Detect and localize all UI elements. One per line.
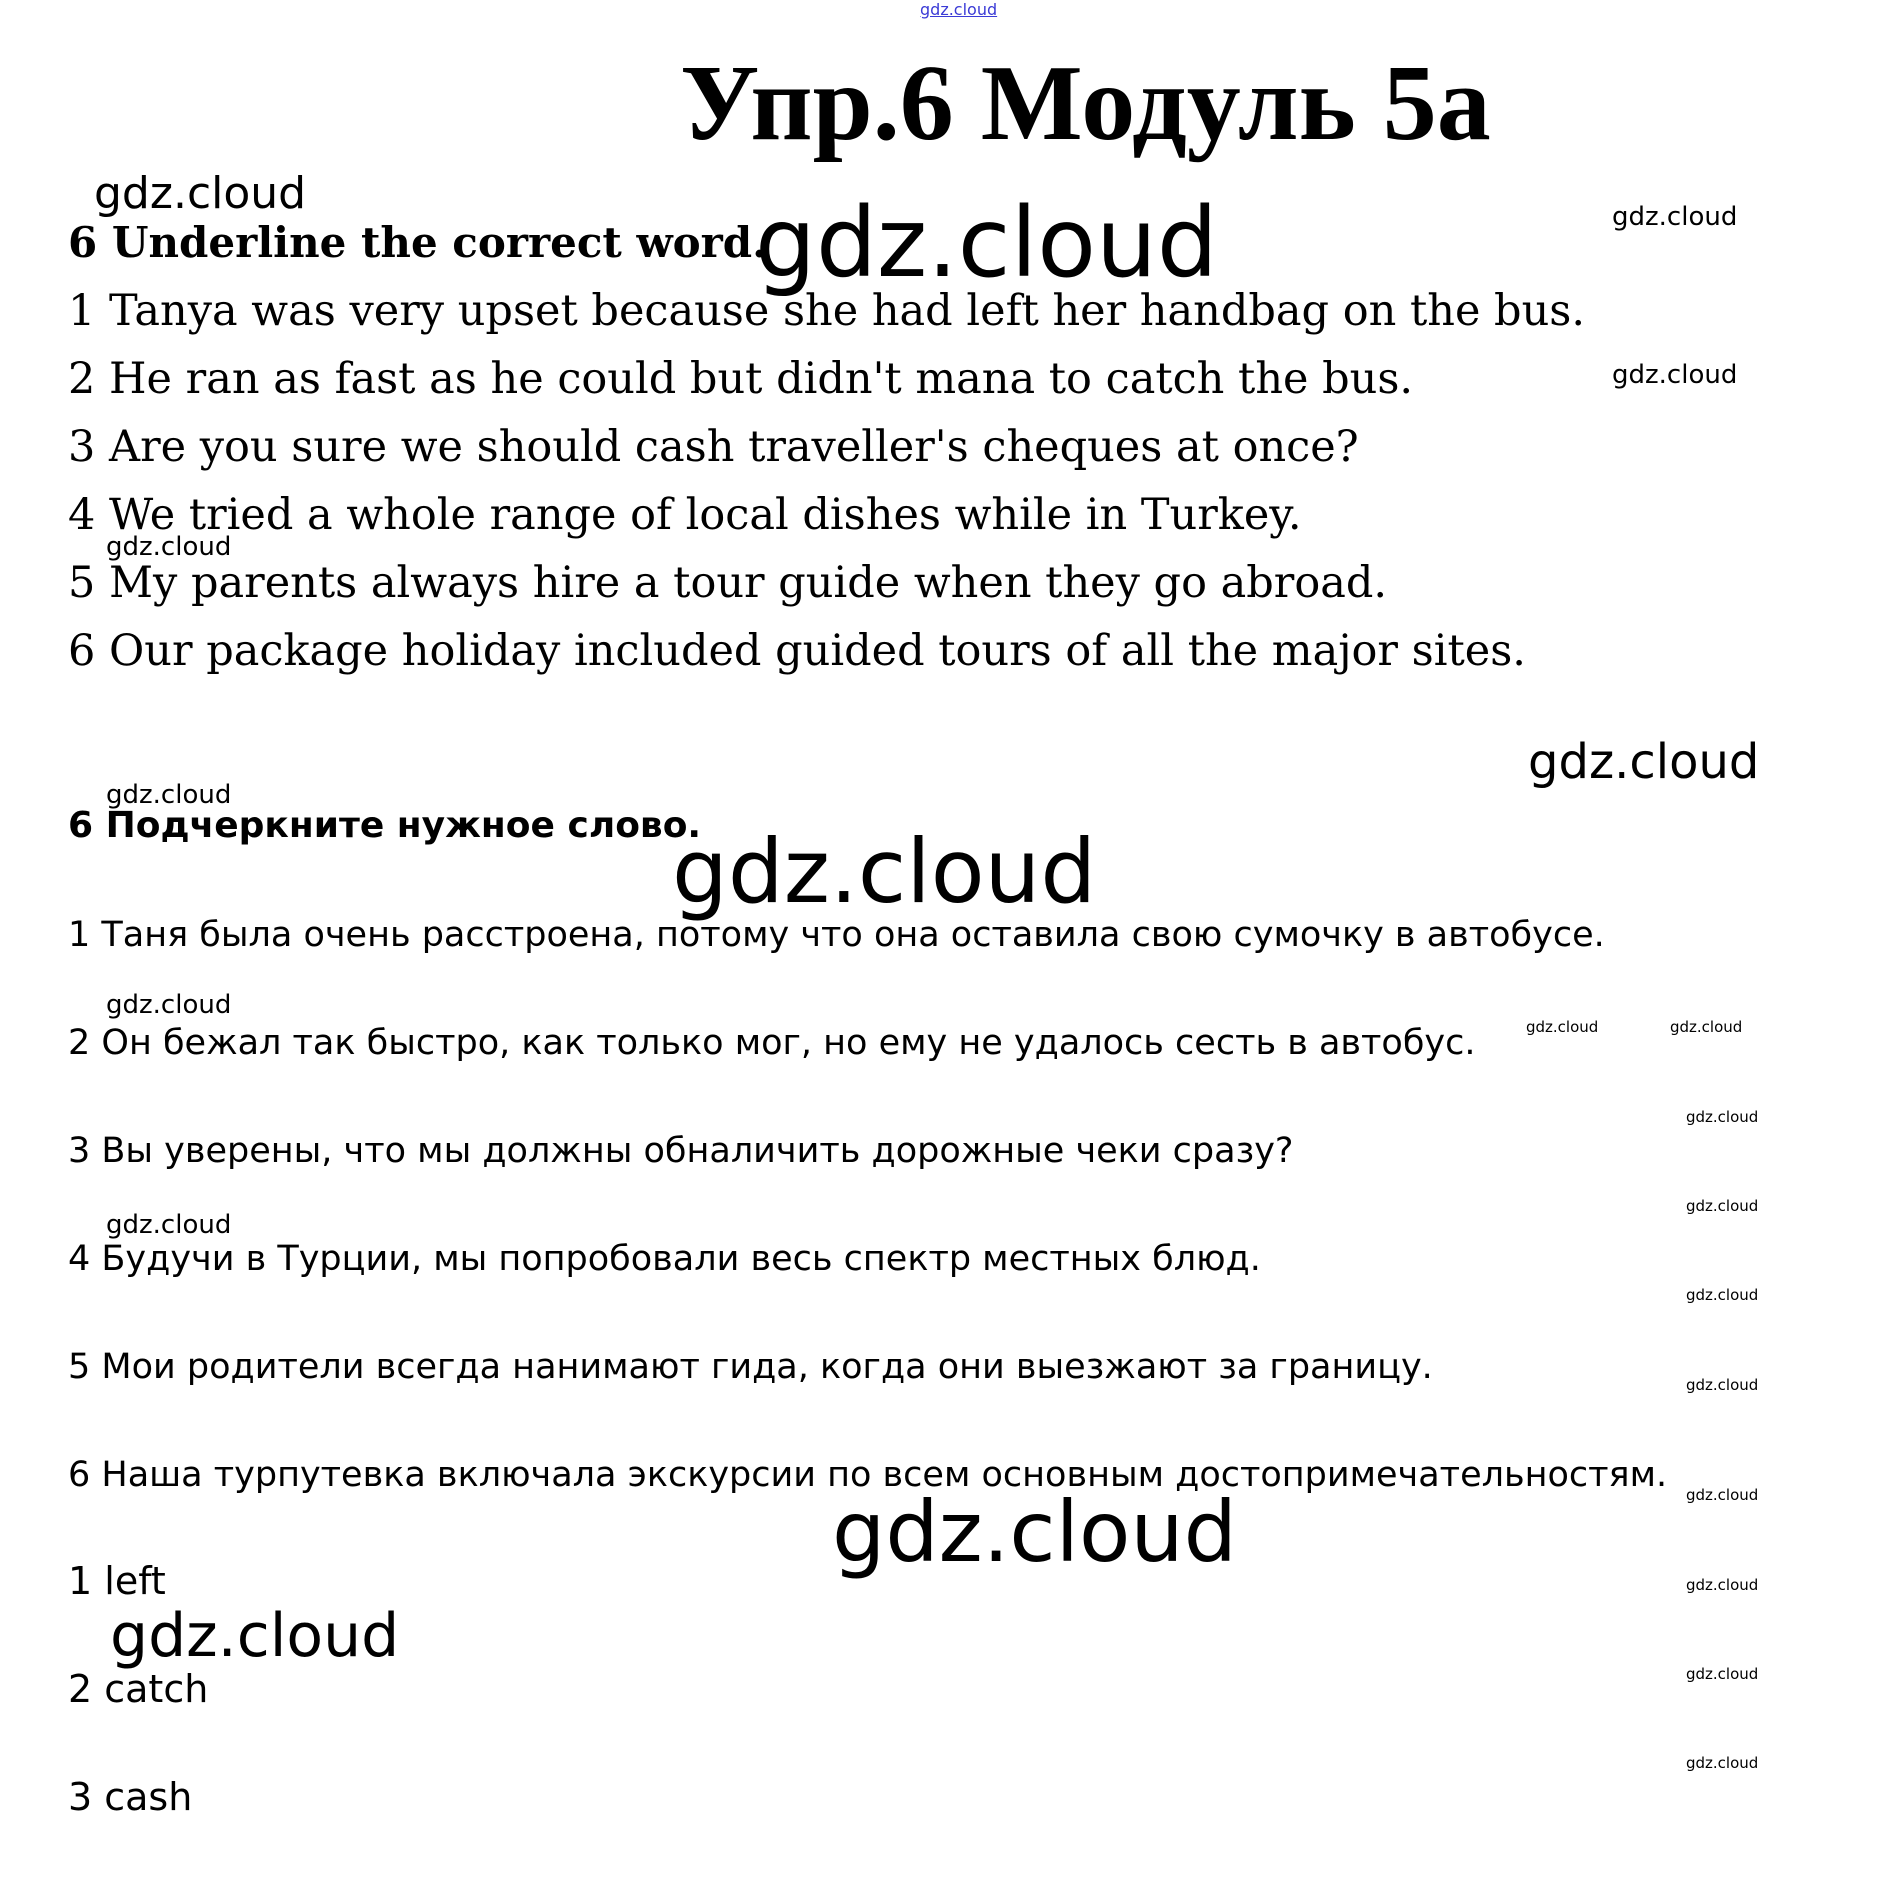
answer-1: 1 left [68,1559,166,1603]
watermark: gdz.cloud [1670,1018,1743,1036]
english-item-5: 5 My parents always hire a tour guide when they go abroad. [68,558,1388,608]
russian-item-2: 2 Он бежал так быстро, как только мог, но ему не удалось сесть в автобус. [68,1023,1476,1063]
watermark: gdz.cloud [106,990,232,1020]
watermark: gdz.cloud [1686,1197,1759,1215]
english-item-4: 4 We tried a whole range of local dishes while in Turkey. [68,490,1302,540]
watermark: gdz.cloud [1612,202,1738,232]
watermark-large: gdz.cloud [755,187,1218,299]
watermark: gdz.cloud [1686,1754,1759,1772]
watermark: gdz.cloud [1686,1376,1759,1394]
english-heading: 6 Underline the correct word. [68,218,767,267]
russian-item-3: 3 Вы уверены, что мы должны обналичить дорожные чеки сразу? [68,1131,1294,1171]
watermark: gdz.cloud [1686,1286,1759,1304]
russian-item-1: 1 Таня была очень расстроена, потому что она оставила свою сумочку в автобусе. [68,915,1605,955]
watermark: gdz.cloud [94,168,307,219]
russian-item-5: 5 Мои родители всегда нанимают гида, когда они выезжают за границу. [68,1347,1433,1387]
watermark-top: gdz.cloud [920,0,998,19]
watermark: gdz.cloud [1612,360,1738,390]
watermark-large: gdz.cloud [110,1601,400,1671]
russian-heading: 6 Подчеркните нужное слово. [68,805,702,846]
answer-2: 2 catch [68,1667,209,1711]
watermark: gdz.cloud [106,1210,232,1240]
english-item-2: 2 He ran as fast as he could but didn't mana to catch the bus. [68,354,1414,404]
english-item-3: 3 Are you sure we should cash traveller's cheques at once? [68,422,1359,472]
watermark: gdz.cloud [1686,1576,1759,1594]
english-item-1: 1 Tanya was very upset because she had left her handbag on the bus. [68,286,1586,336]
russian-item-4: 4 Будучи в Турции, мы попробовали весь спектр местных блюд. [68,1239,1261,1279]
watermark: gdz.cloud [1686,1108,1759,1126]
page-title: Упр.6 Модуль 5а [680,44,1491,163]
watermark: gdz.cloud [1526,1018,1599,1036]
watermark: gdz.cloud [106,780,232,810]
watermark: gdz.cloud [1686,1486,1759,1504]
watermark-large: gdz.cloud [672,820,1097,923]
english-item-6: 6 Our package holiday included guided tours of all the major sites. [68,626,1526,676]
watermark: gdz.cloud [1686,1665,1759,1683]
watermark: gdz.cloud [1528,734,1760,790]
watermark: gdz.cloud [106,532,232,562]
watermark-large: gdz.cloud [832,1483,1237,1581]
russian-item-6: 6 Наша турпутевка включала экскурсии по всем основным достопримечательностям. [68,1455,1668,1495]
answer-3: 3 cash [68,1775,193,1819]
